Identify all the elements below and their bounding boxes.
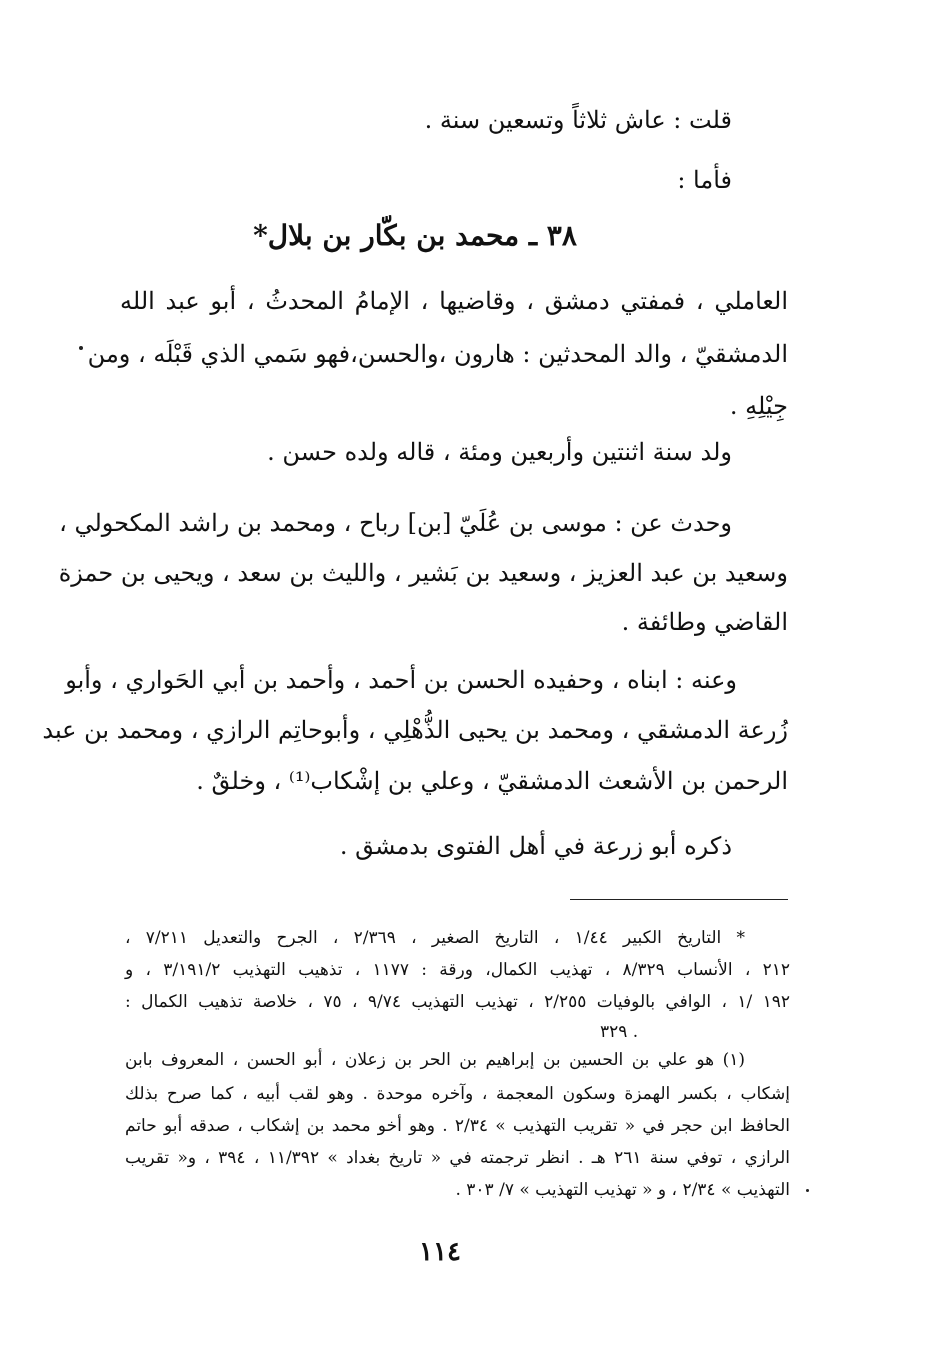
entry-heading: ٣٨ ـ محمد بن بكّار بن بلال* — [253, 219, 577, 252]
para3-line-1: وحدث عن : موسى بن عُلَيّ [بن] رباح ، ومحمد بن راشد المكحولي ، — [59, 509, 732, 537]
para5: ذكره أبو زرعة في أهل الفتوى بدمشق . — [339, 832, 732, 860]
footnote-separator — [570, 899, 788, 900]
para1-line-3: جِيْلِهِ . — [729, 392, 788, 420]
sources-line-4: ٣٢٩ . — [600, 1022, 639, 1042]
para1-line-1: العاملي ، فمفتي دمشق ، وقاضيها ، الإمامُ المحدثُ ، أبو عبد الله — [120, 287, 788, 315]
sources-line-3: ١٩٢ /١ ، الوافي بالوفيات ٢/٢٥٥ ، تهذيب التهذيب ٩/٧٤ ، ٧٥ ، خلاصة تذهيب الكمال : — [125, 992, 791, 1012]
intro-line-1: قلت : عاش ثلاثاً وتسعين سنة . — [424, 106, 732, 134]
para4-line-3: الرحمن بن الأشعث الدمشقيّ ، وعلي بن إشْكاب⁽¹⁾ ، وخلقٌ . — [196, 767, 788, 795]
para4-line-1: وعنه : ابناه ، وحفيده الحسن بن أحمد ، وأحمد بن أبي الحَواري ، وأبو — [65, 666, 737, 694]
note1-line-1: (١) هو علي بن الحسين بن إبراهيم بن الحر بن زعلان ، أبو الحسن ، المعروف بابن — [125, 1050, 745, 1070]
note1-line-2: إشكاب ، بكسر الهمزة وسكون المعجمة ، وآخره موحدة . وهو لقب أبيه ، كما صرح بذلك — [125, 1084, 790, 1104]
para3-line-3: القاضي وطائفة . — [621, 608, 788, 636]
note1-line-4: الرازي ، توفي سنة ٢٦١ هـ . انظر ترجمته في « تاريخ بغداد » ١١/٣٩٢ ، ٣٩٤ ، و« تقريب — [125, 1148, 791, 1168]
note1-line-3: الحافظ ابن حجر في « تقريب التهذيب » ٢/٣٤ . وهو أخو محمد بن إشكاب ، صدقه أبو حاتم — [125, 1116, 790, 1136]
para4-line-2: زُرعة الدمشقي ، ومحمد بن يحيى الذُّهْلِي ، وأبوحاتِم الرازي ، ومحمد بن عبد — [42, 716, 788, 744]
intro-line-2: فأما : — [677, 166, 732, 194]
para3-line-2: وسعيد بن عبد العزيز ، وسعيد بن بَشير ، والليث بن سعد ، ويحيى بن حمزة — [58, 559, 788, 587]
para1-line-2: الدمشقيّ ، والد المحدثين : هارون ،والحسن،فهو سَمي الذي قَبْلَه ، ومن — [87, 340, 788, 368]
sources-line-2: ٢١٢ ، الأنساب ٨/٣٢٩ ، تهذيب الكمال، ورقة : ١١٧٧ ، تذهيب التهذيب ٣/١٩١/٢ ، و — [125, 960, 790, 980]
margin-mark-lower — [806, 1189, 809, 1192]
para2: ولد سنة اثنتين وأربعين ومئة ، قاله ولده حسن . — [267, 438, 732, 466]
note1-line-5: التهذيب » ٢/٣٤ ، و « تهذيب التهذيب » ٧/ ٣٠٣ . — [455, 1180, 790, 1200]
margin-mark — [79, 346, 83, 350]
sources-line-1: * التاريخ الكبير ١/٤٤ ، التاريخ الصغير ، ٢/٣٦٩ ، الجرح والتعديل ٧/٢١١ ، — [125, 928, 745, 948]
page-number: ١١٤ — [419, 1237, 461, 1267]
